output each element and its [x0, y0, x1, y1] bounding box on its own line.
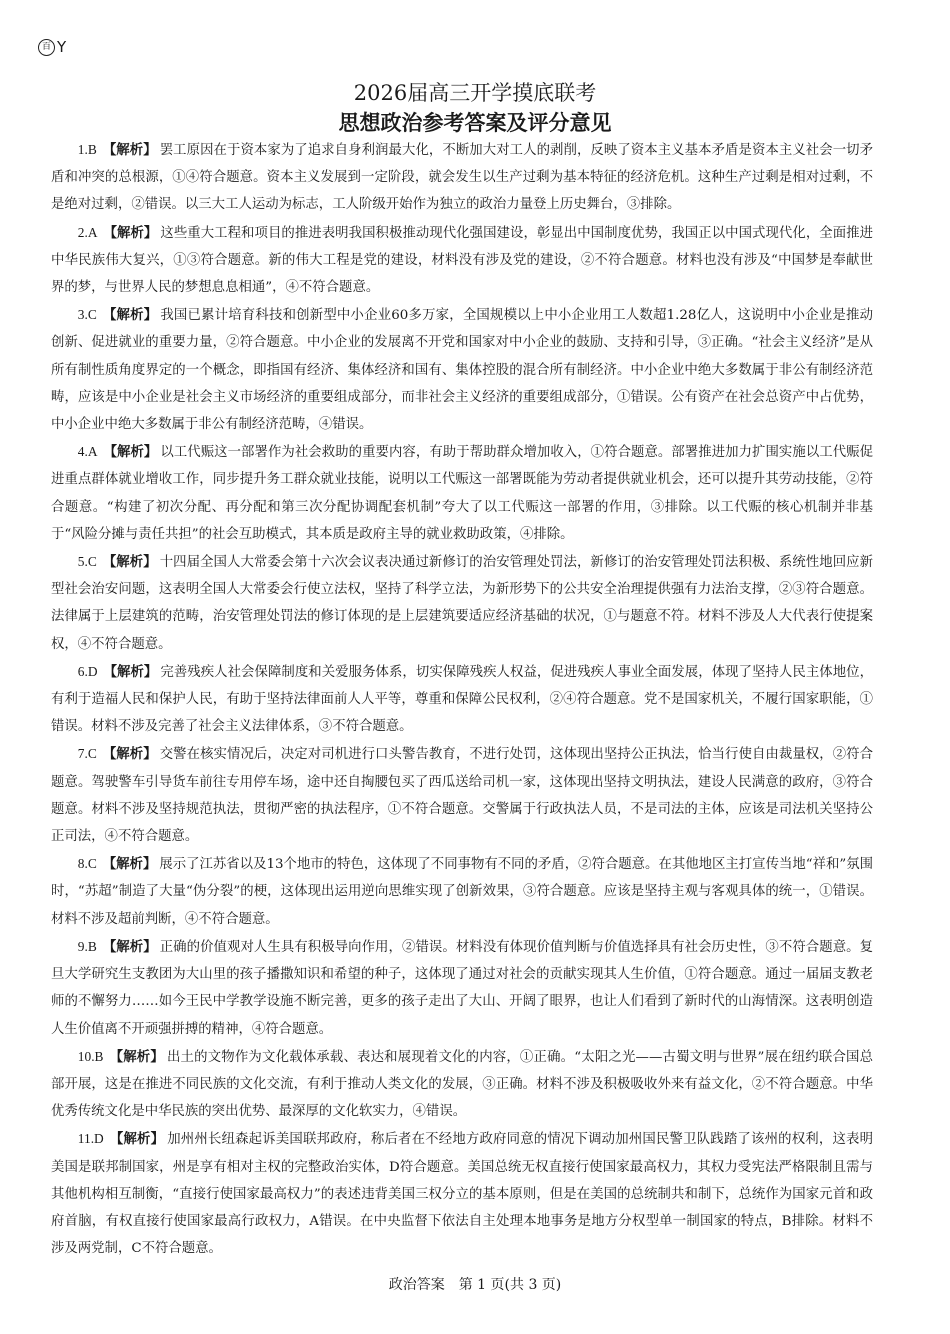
analysis-tag: 【解析】	[102, 554, 157, 571]
answer-number: 9.B	[77, 938, 97, 954]
answer-number: 6.D	[77, 663, 98, 679]
answer-text: 以工代赈这一部署作为社会救助的重要内容，有助于帮助群众增加收入，①符合题意。部署推进加力扩围实施以工代赈促进重点群体就业增收工作，同步提升务工群众就业技能，说明以工代赈这一部署既能为劳动者提供就业机会，还可以提升其劳动技能，②符合题意。“构建了初次分配、再分配和第三次分配协调配套机制”夸大了以工代赈这一部署的作用，③排除。以工代赈的核心机制并非基于“风险分摊与责任共担”的社会互助模式，其本质是政府主导的就业救助政策，④排除。	[51, 445, 874, 542]
answer-item	[51, 438, 873, 548]
answer-text: 罢工原因在于资本家为了追求自身利润最大化，不断加大对工人的剥削，反映了资本主义基本矛盾是资本主义社会一切矛盾和冲突的总根源，①④符合题意。资本主义发展到一定阶段，就会发生以生产过剩为基本特征的经济危机。这种生产过剩是相对过剩，不是绝对过剩，②错误。以三大工人运动为标志，工人阶级开始作为独立的政治力量登上历史舞台，③排除。	[51, 143, 874, 213]
answer-text: 正确的价值观对人生具有积极导向作用，②错误。材料没有体现价值判断与价值选择具有社会历史性，③不符合题意。复旦大学研究生支教团为大山里的孩子播撒知识和希望的种子，这体现了通过对社会的贡献实现其人生价值，①符合题意。通过一届届支教老师的不懈努力……如今王民中学教学设施不断完善，更多的孩子走出了大山、开阔了眼界，也让人们看到了新时代的山海情深。这表明创造人生价值离不开顽强拼搏的精神，④符合题意。	[51, 939, 874, 1037]
answer-number: 5.C	[77, 554, 97, 570]
answer-text: 展示了江苏省以及13个地市的特色，这体现了不同事物有不同的矛盾，②符合题意。在其他地区主打宣传当地“祥和”氛围时，“苏超”制造了大量“伪分裂”的梗，这体现出运用逆向思维实现了创新效果，③符合题意。应该是坚持主观与客观具体的统一，①错误。材料不涉及超前判断，④不符合题意。	[51, 857, 873, 927]
answer-number: 10.B	[77, 1048, 104, 1064]
analysis-tag: 【解析】	[102, 142, 157, 158]
answer-item	[51, 301, 873, 438]
answer-text: 我国已累计培育科技和创新型中小企业60多万家，全国规模以上中小企业用工人数超1.28亿人，这说明中小企业是推动创新、促进就业的重要力量，②符合题意。中小企业的发展离不开党和国家对中小企业的鼓励、支持和引导，③正确。“社会主义经济”是从所有制性质角度界定的一个概念，即指国有经济、集体经济和国有、集体控股的混合所有制经济。中小企业中绝大多数属于非公有制经济范畴，应该是中小企业是社会主义市场经济的重要组成部分，而非社会主义经济的重要组成部分，①错误。公有资产在社会总资产中占优势，中小企业中绝大多数属于非公有制经济范畴，④错误。	[51, 308, 873, 433]
answer-text: 出土的文物作为文化载体承载、表达和展现着文化的内容，①正确。“太阳之光——古蜀文明与世界”展在纽约联合国总部开展，这是在推进不同民族的文化交流，有利于推动人类文化的发展，③正确。材料不涉及积极吸收外来有益文化，②不符合题意。中华优秀传统文化是中华民族的突出优势、最深厚的文化软实力，④错误。	[51, 1049, 873, 1120]
analysis-tag: 【解析】	[102, 746, 157, 763]
analysis-tag: 【解析】	[102, 856, 157, 873]
answer-item	[51, 850, 873, 933]
answer-subtitle: 思想政治参考答案及评分意见	[338, 111, 612, 135]
answer-item	[51, 1125, 873, 1262]
answer-text: 十四届全国人大常委会第十六次会议表决通过新修订的治安管理处罚法，新修订的治安管理处罚法积极、系统性地回应新型社会治安问题，这表明全国人大常委会行使立法权，坚持了科学立法，为新形势下的公共安全治理提供强有力法治支撑，②③符合题意。法律属于上层建筑的范畴，治安管理处罚法的修订体现的是上层建筑要适应经济基础的状况，①与题意不符。材料不涉及人大代表行使提案权，④不符合题意。	[51, 555, 874, 652]
analysis-tag: 【解析】	[102, 307, 158, 324]
analysis-tag: 【解析】	[103, 663, 158, 680]
analysis-tag: 【解析】	[109, 1048, 164, 1065]
answer-text: 交警在核实情况后，决定对司机进行口头警告教育，不进行处罚，这体现出坚持公正执法，恰当行使自由裁量权，②符合题意。驾驶警车引导货车前往专用停车场，途中还自掏腰包买了西瓜送给司机一家，这体现出坚持文明执法，建设人民满意的政府，③符合题意。材料不涉及坚持规范执法，贯彻严密的执法程序，①不符合题意。交警属于行政执法人员，不是司法的主体，应该是司法机关坚持公正司法，④不符合题意。	[51, 747, 874, 845]
answer-text: 加州州长纽森起诉美国联邦政府，称后者在不经地方政府同意的情况下调动加州国民警卫队践踏了该州的权利，这表明美国是联邦制国家，州是享有相对主权的完整政治实体，D符合题意。美国总统无权直接行使国家最高权力，其权力受宪法严格限制且需与其他机构相互制衡，“直接行使国家最高权力”的表述违背美国三权分立的基本原则，但是在美国的总统制共和制下，总统作为国家元首和政府首脑，有权直接行使国家最高行政权力，A错误。在中央监督下依法自主处理本地事务是地方分权型单一制国家的特点，B排除。材料不涉及两党制，C不符合题意。	[51, 1132, 874, 1257]
analysis-tag: 【解析】	[103, 224, 158, 241]
answer-item	[51, 933, 873, 1043]
answer-number: 3.C	[77, 307, 97, 323]
answer-item	[51, 548, 873, 658]
answer-list	[51, 136, 873, 1262]
analysis-tag: 【解析】	[102, 938, 157, 955]
seal-icon: 百	[38, 39, 55, 56]
corner-mark	[38, 38, 66, 56]
analysis-tag: 【解析】	[109, 1131, 165, 1148]
answer-number: 11.D	[77, 1131, 104, 1147]
answer-item	[51, 740, 873, 850]
answer-item	[51, 219, 873, 302]
answer-text: 这些重大工程和项目的推进表明我国积极推动现代化强国建设，彰显出中国制度优势，我国正以中国式现代化，全面推进中华民族伟大复兴，①③符合题意。新的伟大工程是党的建设，材料没有涉及党的建设，②不符合题意。材料也没有涉及“中国梦是奉献世界的梦，与世界人民的梦想息息相通”，④不符合题意。	[51, 225, 874, 296]
answer-number: 4.A	[77, 444, 98, 460]
answer-item	[51, 1043, 873, 1126]
analysis-tag: 【解析】	[103, 444, 158, 461]
answer-item	[51, 136, 873, 219]
corner-letter: Y	[57, 38, 67, 56]
answer-item	[51, 658, 873, 741]
answer-number: 2.A	[77, 224, 98, 240]
answer-number: 8.C	[77, 856, 97, 872]
answer-number: 1.B	[77, 142, 97, 157]
answer-number: 7.C	[77, 746, 97, 762]
exam-title: 2026届高三开学摸底联考	[353, 81, 597, 105]
answer-text: 完善残疾人社会保障制度和关爱服务体系，切实保障残疾人权益，促进残疾人事业全面发展，体现了坚持人民主体地位，有利于造福人民和保护人民，有助于坚持法律面前人人平等，尊重和保障公民权利，②④符合题意。党不是国家机关，不履行国家职能，①错误。材料不涉及完善了社会主义法律体系，③不符合题意。	[51, 664, 874, 735]
page-footer: 政治答案 第 1 页(共 3 页)	[388, 1277, 562, 1293]
